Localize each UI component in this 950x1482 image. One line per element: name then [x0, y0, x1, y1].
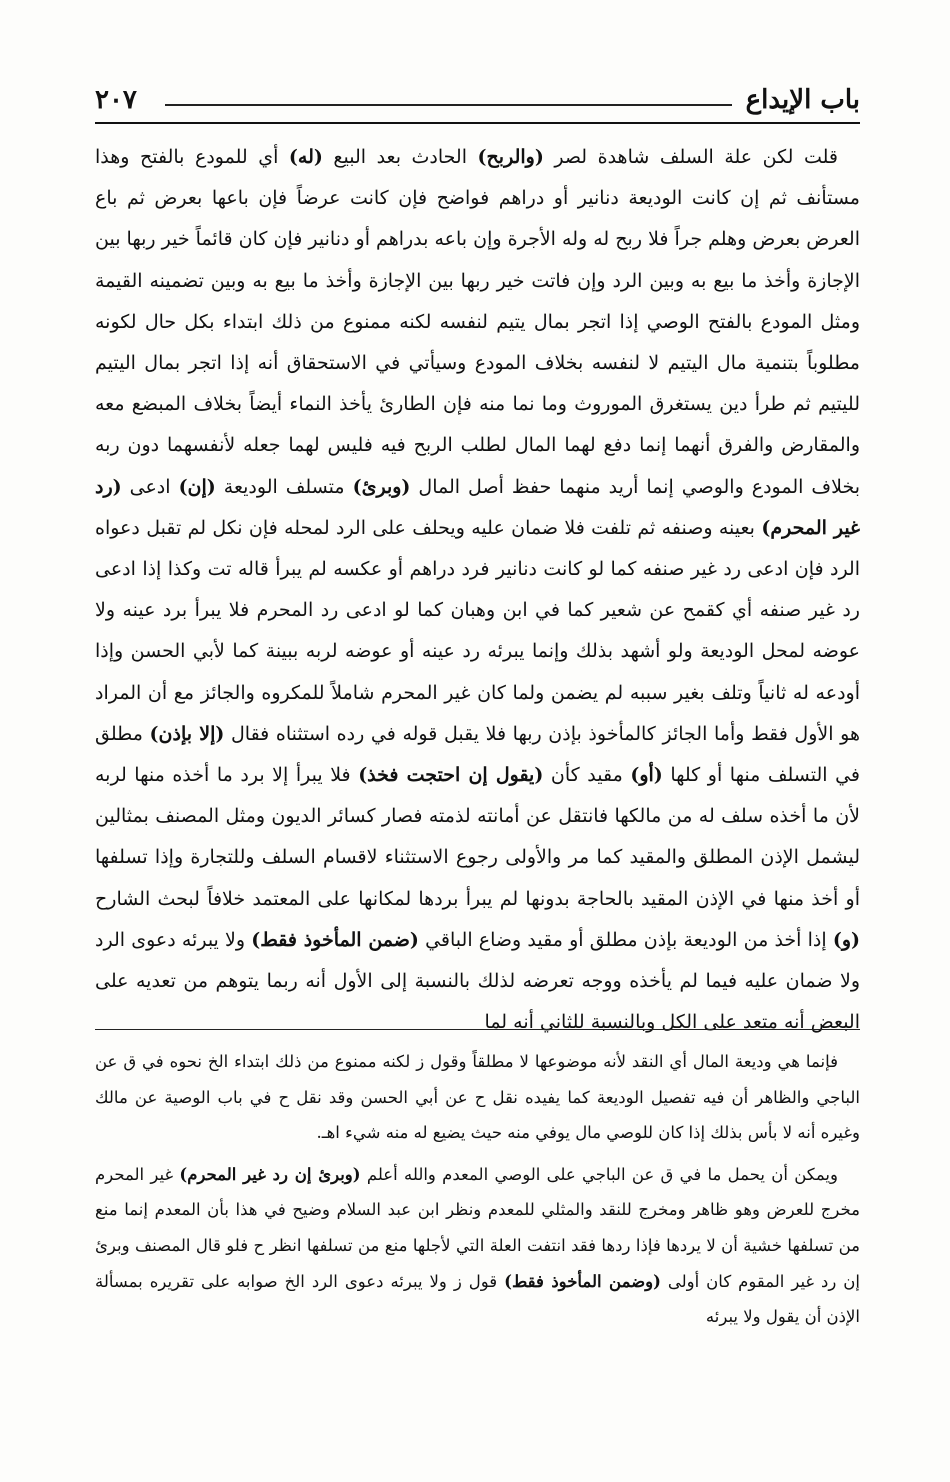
text-run: ادعى: [121, 475, 179, 498]
quoted-matn: (إلا بإذن): [149, 722, 225, 745]
page-number: ٢٠٧: [95, 85, 137, 115]
text-run: ولا يبرئه دعوى الرد ولا ضمان عليه فيما لم يأخذه ووجه تعرضه لذلك بالنسبة إلى الأول أنه ربما يتوهم من تعديه على البعض أنه متعد على الكل وبالنسبة للثاني أنه لما: [95, 928, 860, 1034]
footnote-paragraph: [95, 1157, 860, 1335]
header-rule: [95, 122, 860, 124]
text-run: غير المحرم مخرج للعرض وهو ظاهر ومخرج للنقد والمثلي للمعدم ونظر ابن عبد السلام وضيح في هذا بأن المعدم إنما منع من تسلفها خشية أن لا يردها فإذا ردها فقد انتفت العلة التي لأجلها منع من تسلفها انظر ح فلو قال المصنف وبرئ إن رد غير المقوم كان أولى: [95, 1164, 860, 1291]
text-run: إذا أخذ من الوديعة بإذن مطلق أو مقيد وضاع الباقي: [418, 928, 833, 951]
header-dash-line: [165, 104, 732, 106]
text-run: فإنما هي وديعة المال أي النقد لأنه موضوعها لا مطلقاً وقول ز لكنه ممنوع من ذلك ابتداء الخ نحوه في ق عن الباجي والظاهر أن فيه تفصيل الوديعة كما يفيده نقل ح عن أبي الحسن وقد نقل ح في باب الوصية عن مالك وغيره أنه لا بأس بذلك إذا كان للوصي مال يوفي منه حيث يضيع له منه شيء اهـ.: [95, 1052, 860, 1143]
text-run: متسلف الوديعة: [215, 475, 353, 498]
quoted-matn: (و): [832, 928, 860, 951]
running-header: [95, 82, 860, 122]
quoted-matn: (أو): [630, 764, 663, 787]
footnote-separator: [95, 1029, 860, 1030]
quoted-matn: (يقول إن احتجت فخذ): [358, 764, 544, 787]
text-run: الحادث بعد البيع: [322, 146, 478, 168]
text-run: قول ز ولا يبرئه دعوى الرد الخ صوابه على تقريره بمسألة الإذن أن يقول ولا يبرئه: [95, 1271, 860, 1327]
text-run: قلت لكن علة السلف شاهدة لصر: [543, 146, 838, 168]
footnote-paragraph: [95, 1044, 860, 1151]
quoted-matn: (ضمن المأخوذ فقط): [251, 928, 419, 951]
text-run: أي للمودع بالفتح وهذا مستأنف ثم إن كانت الوديعة دنانير أو دراهم فواضح فإن كانت عرضاً فإن باعها بعرض ثم باع العرض بعرض وهلم جراً فلا ربح له وله الأجرة وإن باعه بدراهم أو دنانير فإن كان قائماً خير ربها بين الإجازة وأخذ ما بيع به وبين الرد وإن فاتت خير ربها بين الإجازة وأخذ ما بيع به وبين تضمينه القيمة ومثل المودع بالفتح الوصي إذا اتجر بمال يتيم لنفسه لكنه ممنوع من ذلك ابتداء بكل حال لكونه مطلوباً بتنمية مال اليتيم لا لنفسه بخلاف المودع وسيأتي في الاستحقاق أنه إذا اتجر بمال اليتيم لليتيم ثم طرأ دين يستغرق الموروث وما نما منه فإن الطارئ يأخذ النماء أيضاً بخلاف المبضع معه والمقارض والفرق أنهما إنما دفع لهما المال لطلب الربح فيه فليس لهما جعله لأنفسهما دون ربه بخلاف المودع والوصي إنما أريد منهما حفظ أصل المال: [95, 146, 861, 498]
chapter-title: باب الإيداع: [745, 85, 860, 115]
text-run: ويمكن أن يحمل ما في ق عن الباجي على الوصي المعدم والله أعلم: [360, 1164, 838, 1184]
quoted-matn: (وضمن المأخوذ فقط): [504, 1271, 661, 1291]
text-run: مقيد كأن: [543, 764, 631, 787]
main-paragraph: [95, 137, 860, 1043]
quoted-matn: (رد غير المحرم): [95, 475, 860, 539]
main-text: [95, 137, 860, 1043]
text-run: فلا يبرأ إلا برد ما أخذه منها لربه لأن ما أخذه سلف له من مالكها فانتقل عن أمانته لذمته فصار كسائر الديون ومثل المصنف بمثالين ليشمل الإذن المطلق والمقيد كما مر والأولى رجوع الاستثناء لاقسام السلف وللتجارة وإذا تسلفها أو أخذ منها في الإذن المقيد بالحاجة بدونها لم يبرأ بردها لمكانها على المعتمد خلافاً لبحث الشارح: [95, 764, 860, 910]
quoted-matn: (والربح): [477, 146, 544, 168]
quoted-matn: (له): [288, 146, 323, 168]
footnotes: [95, 1044, 860, 1335]
quoted-matn: (وبرئ): [352, 475, 411, 498]
text-run: مطلق في التسلف منها أو كلها: [95, 722, 861, 787]
quoted-matn: (وبرئ إن رد غير المحرم): [179, 1164, 361, 1184]
quoted-matn: (إن): [178, 475, 216, 498]
text-run: بعينه وصنفه ثم تلفت فلا ضمان عليه ويحلف على الرد لمحله فإن نكل لم تقبل دعواه الرد فإن ادعى رد غير صنفه كما لو كانت دنانير فرد دراهم أو عكسه لم يبرأ قاله تت وكذا إذا ادعى رد غير صنفه أي كقمح عن شعير كما في ابن وهبان كما لو ادعى رد المحرم فلا يبرأ برد عينه ولا عوضه لمحل الوديعة ولو أشهد بذلك وإنما يبرئه رد عينه أو عوضه لربه ببينة كما لأبي الحسن وإذا أودعه له ثانياً وتلف بغير سببه لم يضمن ولما كان غير المحرم شاملاً للمكروه والجائز مع أن المراد هو الأول فقط وأما الجائز كالمأخوذ بإذن ربها فلا يقبل قوله في رده استثناه فقال: [95, 516, 860, 745]
